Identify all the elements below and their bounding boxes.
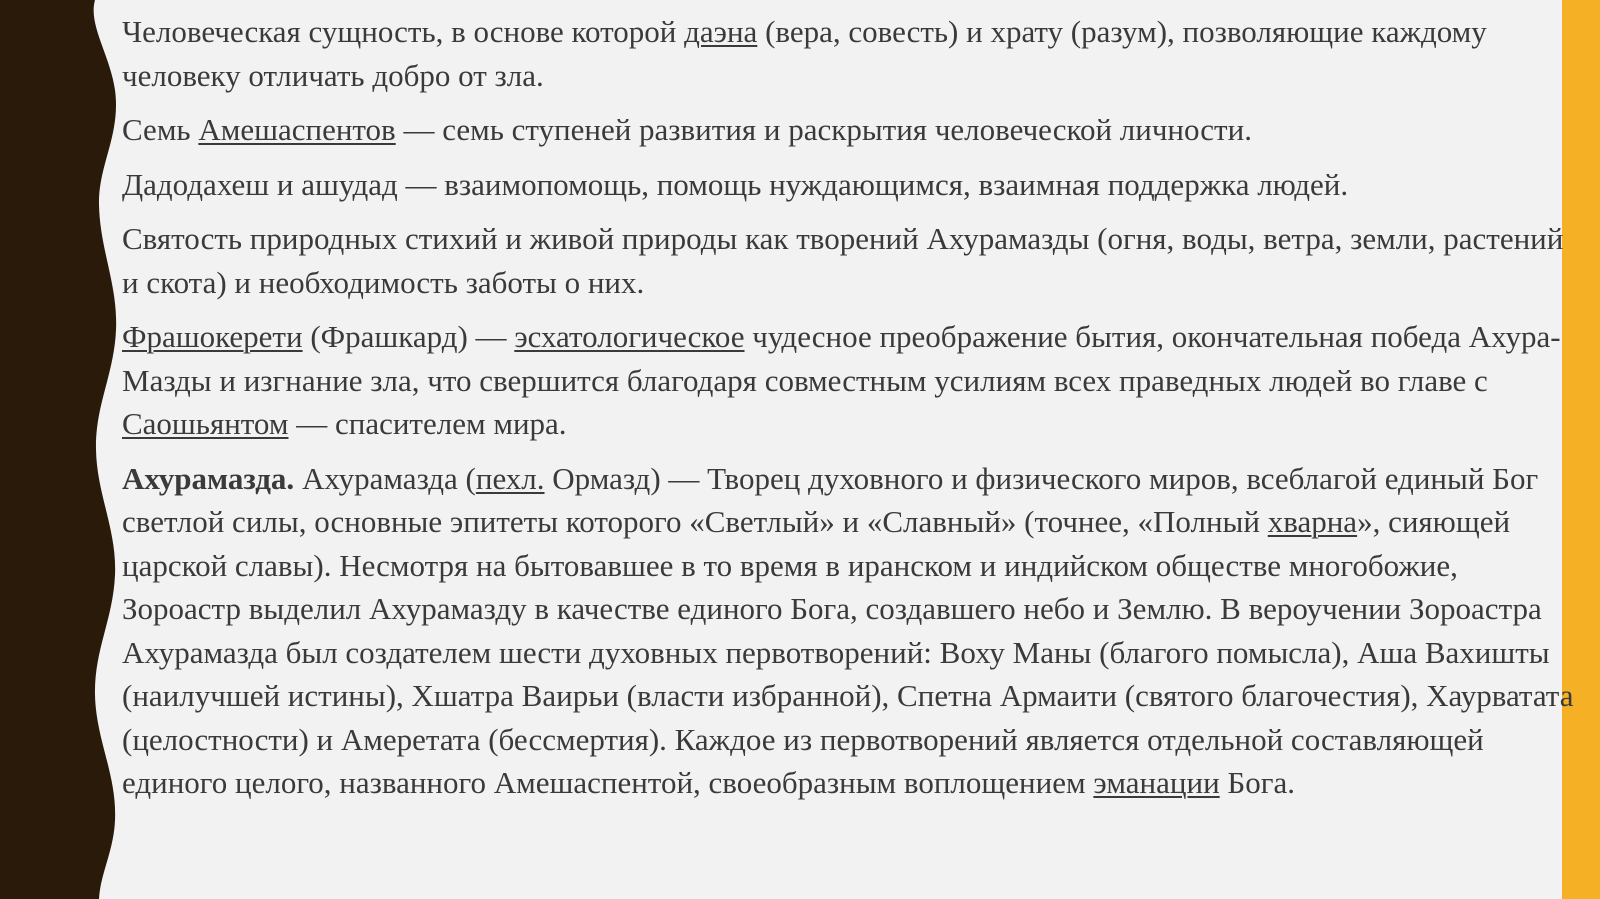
text-segment: Дадодахеш и ашудад — взаимопомощь, помощь нуждающимся, взаимная поддержка людей.: [122, 166, 1349, 202]
text-segment: Бога.: [1219, 765, 1295, 800]
text-segment: чудесное преображение бытия, окончательная победа Ахура-Мазды и изгнание зла, что свершится благодаря совместным усилиям всех праведных людей во главе с: [122, 319, 1561, 398]
text-segment: (вера, совесть) и храту (разум), позволяющие каждому человеку отличать добро от зла.: [122, 14, 1487, 93]
link-amesha-spentas[interactable]: Амешаспентов: [198, 112, 396, 147]
paragraph-frashokereti: [122, 315, 1582, 446]
paragraph-mutual-help: [122, 163, 1582, 207]
text-segment: — спасителем мира.: [288, 406, 567, 441]
paragraph-ahura-mazda: [122, 457, 1582, 805]
text-segment: Семь: [122, 112, 199, 147]
text-segment: Ахурамазда (: [294, 460, 476, 496]
term-ahura-mazda: Ахурамазда.: [122, 460, 295, 496]
wavy-edge-shape: [0, 0, 116, 899]
text-segment: — семь ступеней развития и раскрытия человеческой личности.: [395, 112, 1252, 147]
paragraph-sacred-elements: [122, 217, 1582, 304]
text-content: [122, 10, 1582, 816]
left-decorative-band: [0, 0, 130, 899]
link-khvarenah[interactable]: хварна: [1267, 504, 1358, 539]
text-segment: (Фрашкард) —: [302, 319, 515, 354]
text-segment: Ормазд) — Творец духовного и физического миров, всеблагой единый Бог светлой силы, основные эпитеты которого «Светлый» и «Славный» (точнее, «Полный: [122, 460, 1539, 539]
link-daena[interactable]: даэна: [684, 14, 758, 49]
paragraph-amesha-spentas: [122, 108, 1582, 152]
text-segment: Человеческая сущность, в основе которой: [122, 14, 685, 49]
link-emanation[interactable]: эманации: [1093, 765, 1220, 800]
link-frashokereti[interactable]: Фрашокерети: [122, 319, 303, 354]
link-eschatological[interactable]: эсхатологическое: [514, 319, 745, 354]
paragraph-human-essence: [122, 10, 1582, 97]
text-segment: », сияющей царской славы). Несмотря на бытовавшее в то время в иранском и индийском обществе многобожие, Зороастр выделил Ахурамазду в качестве единого Бога, создавшего небо и Землю. В вероучении Зороастра Ахурамазда был создателем шести духовных первотворений: Воху Маны (благого помысла), Аша Вахишты (наилучшей истины), Хшатра Ваирьи (власти избранной), Спетна Армаити (святого благочестия), Хаурватата (целостности) и Амеретата (бессмертия). Каждое из первотворений является отдельной составляющей единого целого, названного Амешаспентой, своеобразным воплощением: [122, 504, 1574, 800]
link-pehlevi[interactable]: пехл.: [475, 460, 545, 496]
text-segment: Святость природных стихий и живой природы как творений Ахурамазды (огня, воды, ветра, земли, растений и скота) и необходимость заботы о них.: [122, 221, 1564, 300]
link-saoshyant[interactable]: Саошьянтом: [122, 406, 289, 441]
